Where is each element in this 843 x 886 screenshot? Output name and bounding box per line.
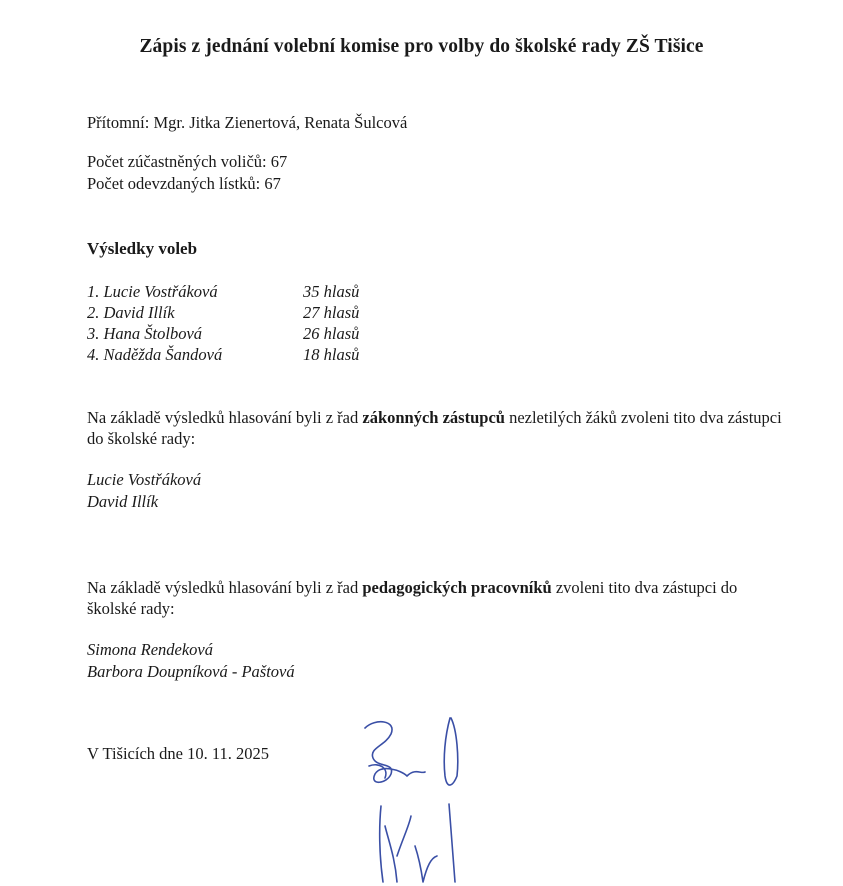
- candidate-name: 2. David Illík: [87, 303, 175, 322]
- paragraph-bold-term: zákonných zástupců: [362, 408, 505, 427]
- paragraph-text: Na základě výsledků hlasování byli z řad: [87, 578, 363, 597]
- results-list: [87, 281, 387, 365]
- result-row: [87, 281, 387, 302]
- document-title: Zápis z jednání volební komise pro volby do školské rady ZŠ Tišice: [139, 36, 704, 57]
- elected-teachers-list: [87, 639, 295, 683]
- result-row: [87, 344, 387, 365]
- handwritten-signature: [345, 706, 485, 886]
- candidate-name: 1. Lucie Vostřáková: [87, 282, 218, 301]
- candidate-name: 3. Hana Štolbová: [87, 324, 203, 343]
- ballots-count: Počet odevzdaných lístků: 67: [87, 174, 281, 193]
- candidate-votes: 26 hlasů: [303, 324, 360, 343]
- result-row: [87, 302, 387, 323]
- results-heading: Výsledky voleb: [87, 239, 198, 258]
- place-and-date: V Tišicích dne 10. 11. 2025: [87, 744, 269, 763]
- candidate-votes: 27 hlasů: [303, 303, 360, 322]
- result-row: [87, 323, 387, 344]
- paragraph-bold-term: pedagogických pracovníků: [362, 578, 552, 597]
- elected-parents-list: [87, 469, 201, 513]
- elected-name: Simona Rendeková: [87, 640, 213, 659]
- parents-election-paragraph: [87, 407, 787, 449]
- candidate-name: 4. Naděžda Šandová: [87, 345, 223, 364]
- teachers-election-paragraph: [87, 577, 787, 619]
- elected-name: Barbora Doupníková - Paštová: [87, 662, 295, 681]
- paragraph-text: nezletilých žáků zvoleni tito dva zástupci do školské rady:: [87, 408, 782, 448]
- elected-name: David Illík: [87, 492, 159, 511]
- paragraph-text: Na základě výsledků hlasování byli z řad: [87, 408, 363, 427]
- voters-count: Počet zúčastněných voličů: 67: [87, 152, 288, 171]
- candidate-votes: 35 hlasů: [303, 282, 360, 301]
- candidate-votes: 18 hlasů: [303, 345, 360, 364]
- paragraph-text: zvoleni tito dva zástupci do školské rady:: [87, 578, 738, 618]
- present-members: Přítomní: Mgr. Jitka Zienertová, Renata Šulcová: [87, 113, 408, 132]
- elected-name: Lucie Vostřáková: [87, 470, 202, 489]
